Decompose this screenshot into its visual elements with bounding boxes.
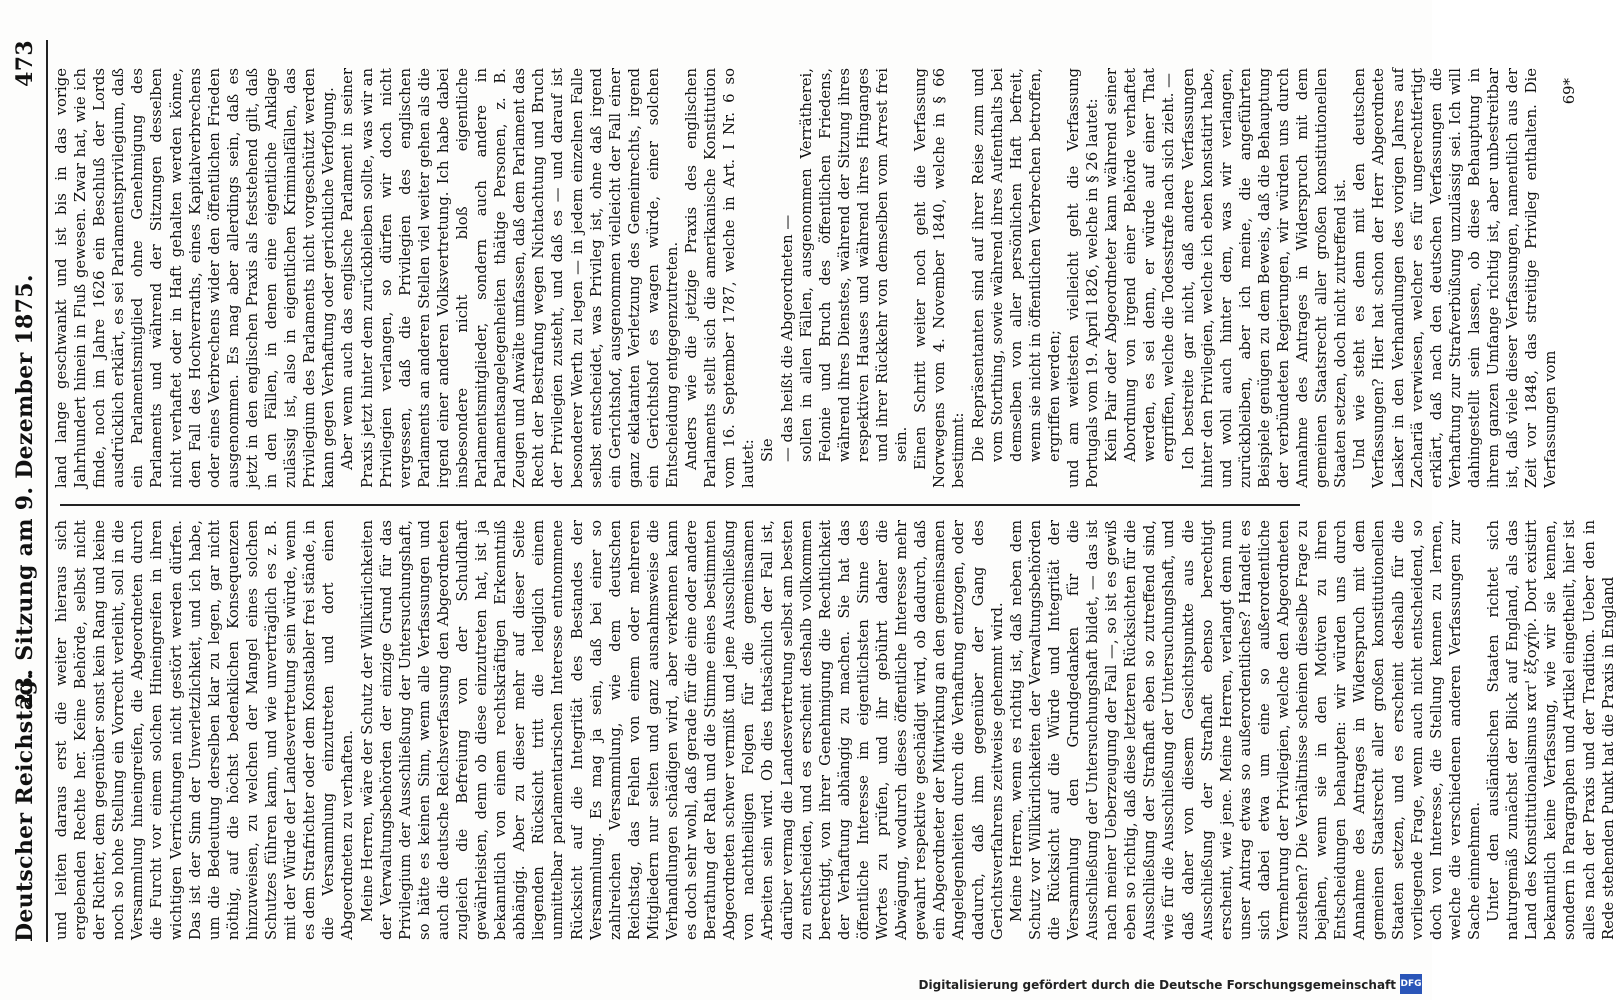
paragraph: und am weitesten vielleicht geht die Verfassung Portugals vom 19. April 1826, welche in § 26 lautet: (1064, 68, 1102, 488)
right-column (52, 68, 1579, 488)
paragraph: Und wie steht es denn mit den deutschen Verfassungen? Hier hat schon der Herr Abgeordnete Lasker in den Verhandlungen des vorigen Jahres auf Zachariä verwiesen, welcher es für ungerechtfertigt erklärt, daß nach den deutschen Verfassungen die Verhaftung zur Strafverbüßung unzulässig sei. Ich will dahingestellt sein lassen, ob diese Behauptung in ihrem ganzen Umfange richtig ist, aber unbestreitbar ist, daß viele dieser Verfassungen, namentlich aus der Zeit vor 1848, das streitige Privileg enthalten. Die Verfassungen vom (1351, 68, 1560, 488)
paragraph: sollen in allen Fällen, ausgenommen Verrätherei, Felonie und Bruch des öffentlichen Friedens, während ihres Dienstes, während der Sitzung ihres respektiven Hauses und während ihres Hinganges und ihrer Rückkehr von demselben vom Arrest frei sein. (797, 68, 911, 462)
left-column (52, 520, 1617, 940)
paragraph: Ich bestreite gar nicht, daß andere Verfassungen hinter den Privilegien, welche ich eben konstatirt habe, und wohl auch hinter dem, was wir verlangen, zurückbleiben, aber ich meine, die angeführten Beispiele genügen zu dem Beweis, daß die Behauptung der verbündeten Regierungen, wir würden uns durch Annahme des Antrages in Widerspruch mit dem gemeinen Staatsrecht aller großen konstitutionellen Staaten setzen, doch nicht zutreffend ist. (1179, 68, 1350, 488)
page-header (12, 40, 42, 942)
dfg-logo: DFG (1400, 974, 1422, 994)
header-rule (46, 40, 48, 942)
paragraph: Kein Pair oder Abgeordneter kann während seiner Abordnung von irgend einer Behörde verhaftet werden, es sei denn, er würde auf einer That ergriffen, welche die Todesstrafe nach sich zieht. — (1103, 68, 1178, 462)
column-divider (60, 504, 1300, 506)
paragraph: land lange geschwankt und ist bis in das vorige Jahrhundert hinein in Fluß gewesen. Zwar hat, wie ich finde, noch im Jahre 1626 ein Beschluß der Lords ausdrücklich erklärt, es sei Parlamentsprivilegium, daß ein Parlamentsmitglied ohne Genehmigung des Parlaments und während der Sitzungen desselben nicht verhaftet oder in Haft gehalten werden könne, den Fall des Hochverraths, eines Kapitalverbrechens oder eines Verbrechens wider den öffentlichen Frieden ausgenommen. Es mag aber allerdings sein, daß es jetzt in den englischen Praxis als feststehend gilt, daß in den Fällen, in denen eine eigentliche Anklage zulässig ist, also in eigentlichen Kriminalfällen, das Privilegium des Parlaments nicht vorgeschützt werden kann gegen Verhaftung oder gerichtliche Verfolgung. (53, 68, 338, 488)
paragraph: Meine Herren, wenn es richtig ist, daß neben dem Schutz vor Willkürlichkeiten der Verwaltungsbehörden die Rücksicht auf die Würde und Integrität der Versammlung den Grundgedanken für die Ausschließung der Untersuchungshaft bildet, — das ist nach meiner Ueberzeugung der Fall —, so ist es gewiß eben so richtig, daß diese letzteren Rücksichten für die Ausschließung der Strafhaft eben so zutreffend sind, wie für die Ausschließung der Untersuchungshaft, und daß daher von diesem Gesichtspunkte aus die Ausschließung der Strafhaft ebenso berechtigt erscheint, wie jene. Meine Herren, verlangt denn nun unser Antrag etwas so außerordentliches? Handelt es sich dabei etwa um eine so außerordentliche Vermehrung der Privilegien, welche den Abgeordneten zustehen? Die Verhältnisse scheinen dieselbe Frage zu bejahen, wenn sie in den Motiven zu ihren Entscheidungen behaupten: wir würden uns durch Annahme des Antrages in Widerspruch mit dem gemeinen Staatsrecht aller großen konstitutionellen Staaten setzen, und es erscheint deshalb für die vorliegende Frage, wenn auch nicht entscheidend, so doch von Interesse, die Stellung kennen zu lernen, welche die verschiedenen anderen Verfassungen zur Sache einnehmen. (1007, 520, 1483, 940)
paragraph: Sie (759, 438, 777, 462)
header-session: 23. Sitzung am 9. Dezember 1875. (12, 274, 38, 708)
page-number: 473 (12, 40, 38, 87)
paragraph: Aber wenn auch das englische Parlament in seiner Praxis jetzt hinter dem zurückbleiben sollte, was wir an Privilegien verlangen, so dürfen wir doch nicht vergessen, daß die Privilegien des englischen Parlaments an anderen Stellen viel weiter gehen als die irgend einer anderen Volksvertretung. Ich habe dabei insbesondere nicht bloß eigentliche Parlamentsmitglieder, sondern auch andere in Parlamentsangelegenheiten thätige Personen, z. B. Zeugen und Anwälte umfassen, daß dem Parlament das Recht der Bestrafung wegen Nichtachtung und Bruch der Privilegien zusteht, und daß es — und darauf ist besonderer Werth zu legen — in jedem einzelnen Falle selbst entscheidet, was Privileg ist, ohne daß irgend ein Gerichtshof, ausgenommen vielleicht der Fall einer ganz eklatanten Verletzung des Gemeinrechts, irgend ein Gerichtshof es wagen würde, einer solchen Entscheidung entgegenzutreten. (339, 68, 681, 488)
paragraph: Unter den ausländischen Staaten richtet sich naturgemäß zunächst der Blick auf England, als das Land des Konstitutionalismus κατ' ἐξοχήν. Dort existirt bekanntlich keine Verfassung, wie wir sie kennen, sondern in Paragraphen und Artikel eingetheilt, hier ist alles nach der Praxis und der Tradition. Ueber den in Rede stehenden Punkt hat die Praxis in England (1485, 520, 1617, 940)
paragraph: — das heißt die Abgeordneten — (778, 214, 796, 462)
paragraph: Einen Schritt weiter noch geht die Verfassung Norwegens vom 4. November 1840, welche in § 66 bestimmt: (912, 68, 968, 488)
paragraph: und leiten daraus erst die weiter hieraus sich ergebenden Rechte her. Keine Behörde, selbst nicht der Richter, dem gegenüber sonst kein Rang und keine noch so hohe Stellung ein Vorrecht verleiht, soll in die Versammlung hineingreifen, die Abgeordneten durch die Furcht vor einem solchen Hineingreifen in ihren wichtigen Verrichtungen nicht gestört werden dürfen. Das ist der Sinn der Unverletzlichkeit, und ich habe, um die Bedeutung derselben klar zu legen, gar nicht nöthig, auf die höchst bedenklichen Konsequenzen hinzuweisen, zu welchen der Mangel eines solchen Schutzes führen kann, und wie unverträglich es z. B. mit der Würde der Landesvertretung sein würde, wenn es dem Strafrichter oder dem Konstabler frei stände, in die Versammlung einzutreten und dort einen Abgeordneten zu verhaften. (53, 520, 357, 940)
paragraph: Meine Herren, wäre der Schutz der Willkürlichkeiten der Verwaltungsbehörden der einzige Grund für das Privilegium der Ausschließung der Untersuchungshaft, so hätte es keinen Sinn, wenn alle Verfassungen und auch die deutsche Reichsverfassung den Abgeordneten zugleich die Befreiung von der Schuldhaft gewährleisten, denn ob diese einzutreten hat, ist ja bekanntlich von einem rechtskräftigen Erkenntniß abhängig. Aber zu dieser mehr auf dieser Seite liegenden Rücksicht tritt die lediglich einem unmittelbar parlamentarischen Interesse entnommene Rücksicht auf die Integrität des Bestandes der Versammlung. Es mag ja sein, daß bei einer so zahlreichen Versammlung, wie dem deutschen Reichstag, das Fehlen von einem oder mehreren Mitgliedern nur selten und ganz ausnahmsweise die Verhandlungen schädigen wird, aber verkennen kann es doch sehr wohl, daß gerade für die eine oder andere Berathung der Rath und die Stimme eines bestimmten Abgeordneten schwer vermißt und jene Ausschließung von nachtheiligen Folgen für die gemeinsamen Arbeiten sein wird. Ob dies thatsächlich der Fall ist, darüber vermag die Landesvertretung selbst am besten zu entscheiden, und es erscheint deshalb vollkommen berechtigt, von ihrer Genehmigung die Rechtlichkeit der Verhaftung abhängig zu machen. Sie hat das öffentliche Interesse im eigentlichsten Sinne des Wortes zu prüfen, und ihr gebührt daher die Abwägung, wodurch dieses öffentliche Interesse mehr gewahrt respektive geschädigt wird, ob dadurch, daß ein Abgeordneter der Mitwirkung an den gemeinsamen Angelegenheiten durch die Verhaftung entzogen, oder dadurch, daß ihm gegenüber der Gang des Gerichtsverfahrens zeitweise gehemmt wird. (358, 520, 1006, 940)
paragraph: Anders wie die jetzige Praxis des englischen Parlaments stellt sich die amerikanische Konstitution vom 16. September 1787, welche in Art. I Nr. 6 so lautet: (683, 68, 758, 488)
paragraph: Die Repräsentanten sind auf ihrer Reise zum und vom Storthing, sowie während ihres Aufenthalts bei demselben von aller persönlichen Haft befreit, wenn sie nicht in öffentlichen Verbrechen betroffen, ergriffen werden; (969, 68, 1063, 462)
digitization-credit: Digitalisierung gefördert durch die Deutsche Forschungsgemeinschaft (918, 978, 1396, 992)
paragraph: 69* (1561, 78, 1579, 105)
header-publication: Deutscher Reichstag. (12, 671, 38, 942)
